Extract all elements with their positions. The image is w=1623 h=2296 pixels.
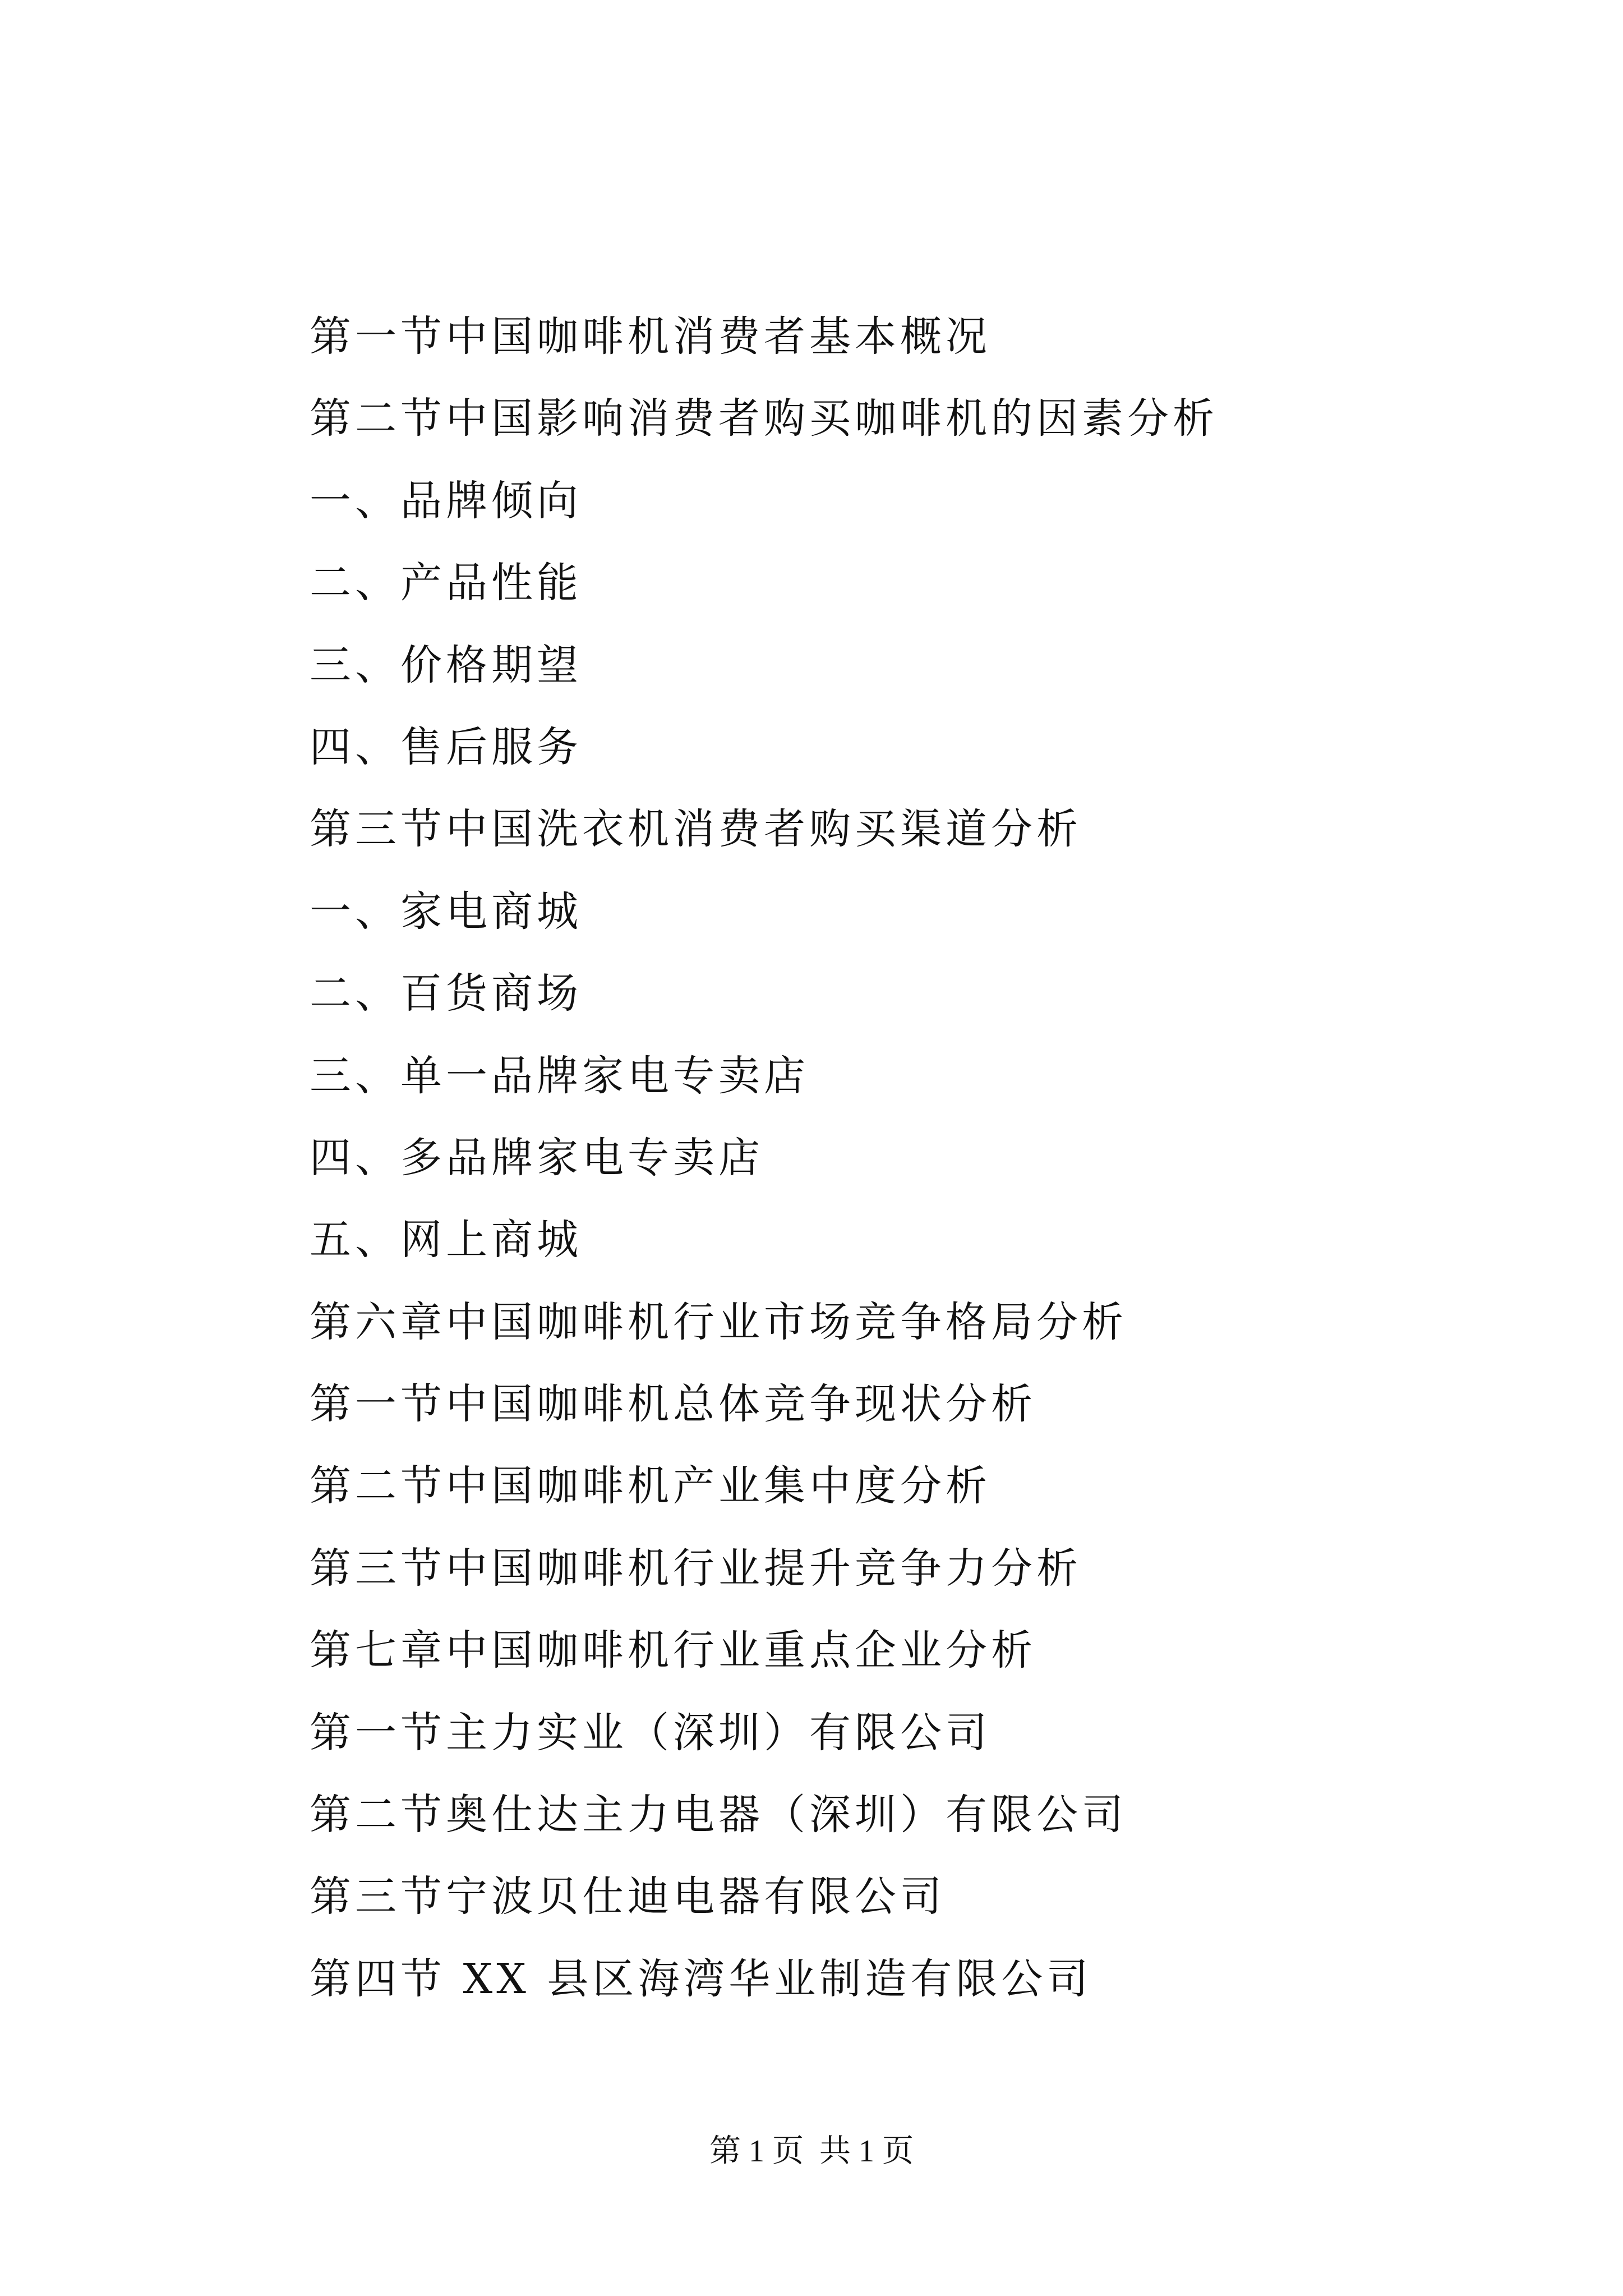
toc-line: 第三节中国洗衣机消费者购买渠道分析 (310, 805, 1082, 854)
toc-line: 二、产品性能 (310, 559, 582, 608)
toc-line: 四、多品牌家电专卖店 (310, 1133, 764, 1182)
toc-line: 二、百货商场 (310, 969, 582, 1018)
toc-line: 第四节 XX 县区海湾华业制造有限公司 (310, 1954, 1092, 2003)
toc-line: 四、售后服务 (310, 723, 582, 771)
toc-line: 第七章中国咖啡机行业重点企业分析 (310, 1626, 1036, 1675)
table-of-contents (310, 303, 1431, 2027)
page-number-footer: 第 1 页 共 1 页 (709, 2134, 914, 2169)
toc-line: 第六章中国咖啡机行业市场竞争格局分析 (310, 1297, 1127, 1346)
toc-line: 第一节主力实业（深圳）有限公司 (310, 1708, 991, 1757)
toc-line: 第二节中国咖啡机产业集中度分析 (310, 1462, 991, 1511)
toc-line: 三、价格期望 (310, 641, 582, 689)
toc-line: 第三节中国咖啡机行业提升竞争力分析 (310, 1544, 1082, 1593)
toc-line: 五、网上商城 (310, 1216, 582, 1264)
toc-line: 第二节中国影响消费者购买咖啡机的因素分析 (310, 394, 1218, 443)
toc-line: 三、单一品牌家电专卖店 (310, 1051, 809, 1100)
toc-line: 一、品牌倾向 (310, 476, 582, 525)
toc-line: 第三节宁波贝仕迪电器有限公司 (310, 1872, 946, 1921)
toc-line: 第一节中国咖啡机消费者基本概况 (310, 312, 991, 361)
toc-line: 第一节中国咖啡机总体竞争现状分析 (310, 1380, 1036, 1429)
toc-line: 一、家电商城 (310, 887, 582, 936)
toc-line: 第二节奥仕达主力电器（深圳）有限公司 (310, 1791, 1127, 1839)
